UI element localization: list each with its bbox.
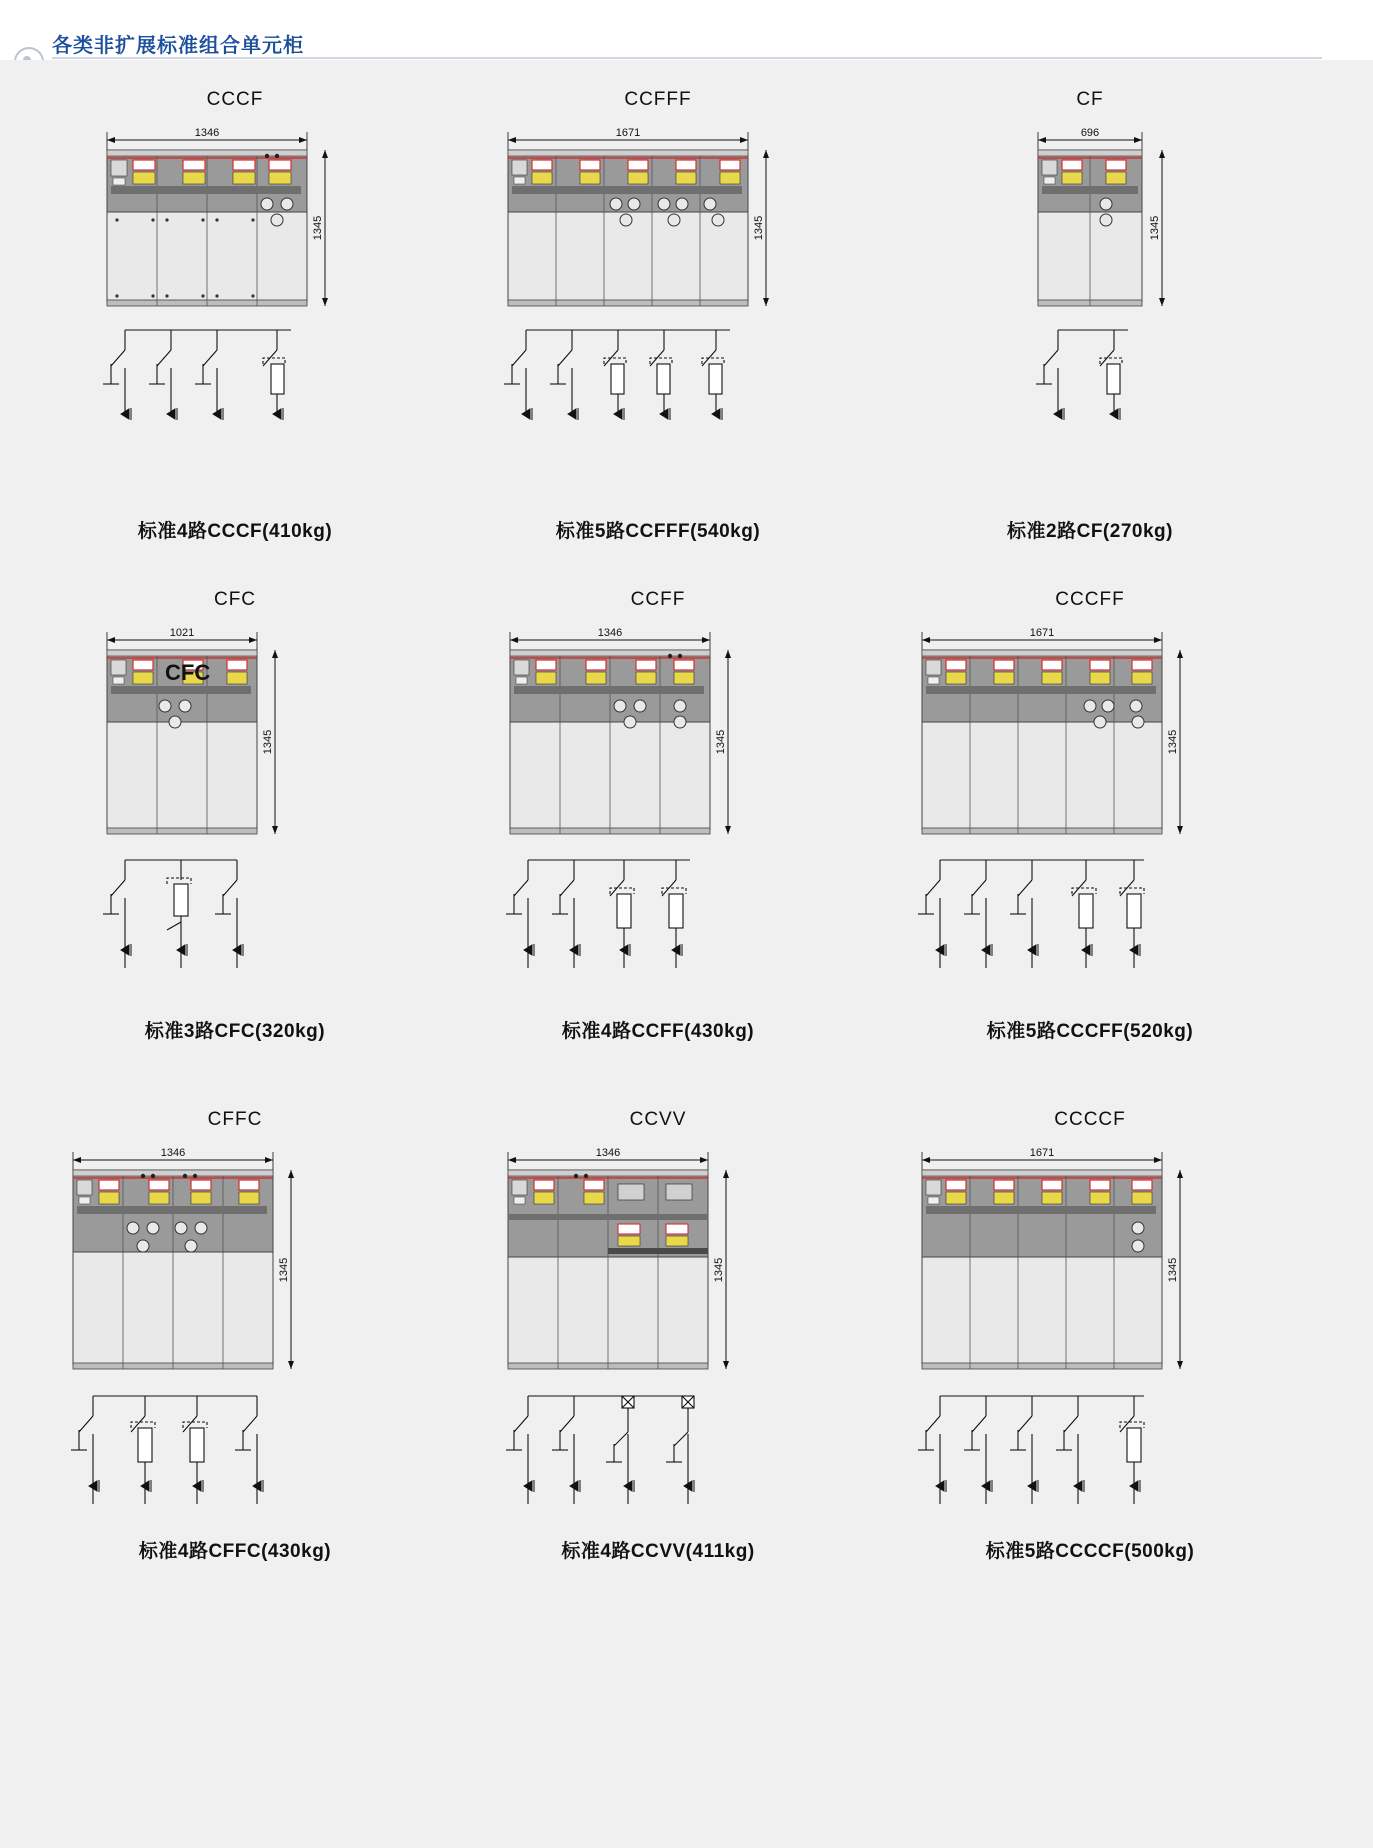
unit-title: CCVV	[629, 1109, 687, 1130]
dim-width-label: 1346	[194, 127, 220, 139]
dim-height-label: 1345	[262, 729, 274, 755]
dim-width-label: 1346	[597, 627, 623, 639]
header-divider	[52, 57, 1322, 59]
unit-drawing	[25, 112, 445, 512]
unit-title: CFC	[213, 589, 257, 610]
dim-width-label: 1671	[1029, 627, 1055, 639]
cabinet-and-schematic-ccvv	[448, 1132, 868, 1552]
unit-overlay-label: CFC	[165, 660, 211, 685]
unit-caption: 标准4路CCCF(410kg)	[137, 521, 333, 542]
dim-width-label: 1346	[595, 1147, 621, 1159]
unit-title: CFFC	[207, 1109, 263, 1130]
unit-caption: 标准5路CCCFF(520kg)	[986, 1021, 1194, 1042]
dim-width-label: 1671	[1029, 1147, 1055, 1159]
dim-height-label: 1345	[753, 215, 765, 241]
unit-caption: 标准4路CFFC(430kg)	[138, 1541, 332, 1562]
dim-width-label: 1671	[615, 127, 641, 139]
unit-title: CF	[1076, 89, 1104, 110]
cabinet-and-schematic-ccfff	[448, 112, 868, 512]
unit-card-ccvv	[448, 1108, 868, 1563]
unit-title: CCFFF	[624, 89, 692, 110]
dim-height-label: 1345	[1167, 1257, 1179, 1283]
unit-caption: 标准3路CFC(320kg)	[144, 1021, 326, 1042]
unit-caption: 标准5路CCCCF(500kg)	[985, 1541, 1195, 1562]
unit-caption: 标准2路CF(270kg)	[1007, 521, 1173, 542]
dim-width-label: 1346	[160, 1147, 186, 1159]
dim-height-label: 1345	[1167, 729, 1179, 755]
unit-card-cccff	[880, 588, 1300, 1043]
cabinet-and-schematic-ccff	[448, 612, 868, 1032]
unit-card-cffc	[25, 1108, 445, 1563]
cabinet-and-schematic-cccff	[880, 612, 1300, 1032]
unit-title: CCCFF	[1055, 589, 1125, 610]
unit-drawing	[880, 612, 1300, 1012]
unit-drawing	[25, 1132, 445, 1532]
unit-card-ccff	[448, 588, 868, 1043]
unit-drawing	[448, 112, 868, 512]
unit-card-ccccf	[880, 1108, 1300, 1563]
content-panel	[0, 60, 1373, 1848]
unit-drawing	[880, 1132, 1300, 1532]
dim-height-label: 1345	[312, 215, 324, 241]
unit-caption: 标准5路CCFFF(540kg)	[555, 521, 761, 542]
dim-height-label: 1345	[713, 1257, 725, 1283]
unit-card-ccfff	[448, 88, 868, 543]
cabinet-and-schematic-cccf	[25, 112, 445, 512]
page-header	[0, 0, 1373, 58]
dim-height-label: 1345	[1149, 215, 1161, 241]
page-title: 各类非扩展标准组合单元柜	[52, 35, 304, 57]
unit-title: CCCF	[206, 89, 264, 110]
unit-drawing	[448, 1132, 868, 1532]
unit-card-cccf	[25, 88, 445, 543]
unit-card-cf	[880, 88, 1300, 543]
unit-title: CCCCF	[1054, 1109, 1126, 1130]
cabinet-and-schematic-cf	[880, 112, 1300, 512]
dim-width-label: 1021	[169, 627, 195, 639]
unit-drawing	[25, 612, 445, 1012]
dim-height-label: 1345	[278, 1257, 290, 1283]
cabinet-and-schematic-cffc	[25, 1132, 445, 1552]
dim-height-label: 1345	[715, 729, 727, 755]
unit-title: CCFF	[630, 589, 686, 610]
unit-caption: 标准4路CCFF(430kg)	[561, 1021, 755, 1042]
unit-drawing	[880, 112, 1300, 512]
unit-caption: 标准4路CCVV(411kg)	[561, 1541, 755, 1562]
dim-width-label: 696	[1080, 127, 1100, 139]
cabinet-and-schematic-ccccf	[880, 1132, 1300, 1552]
unit-drawing	[448, 612, 868, 1012]
unit-card-cfc	[25, 588, 445, 1043]
cabinet-and-schematic-cfc	[25, 612, 445, 1032]
